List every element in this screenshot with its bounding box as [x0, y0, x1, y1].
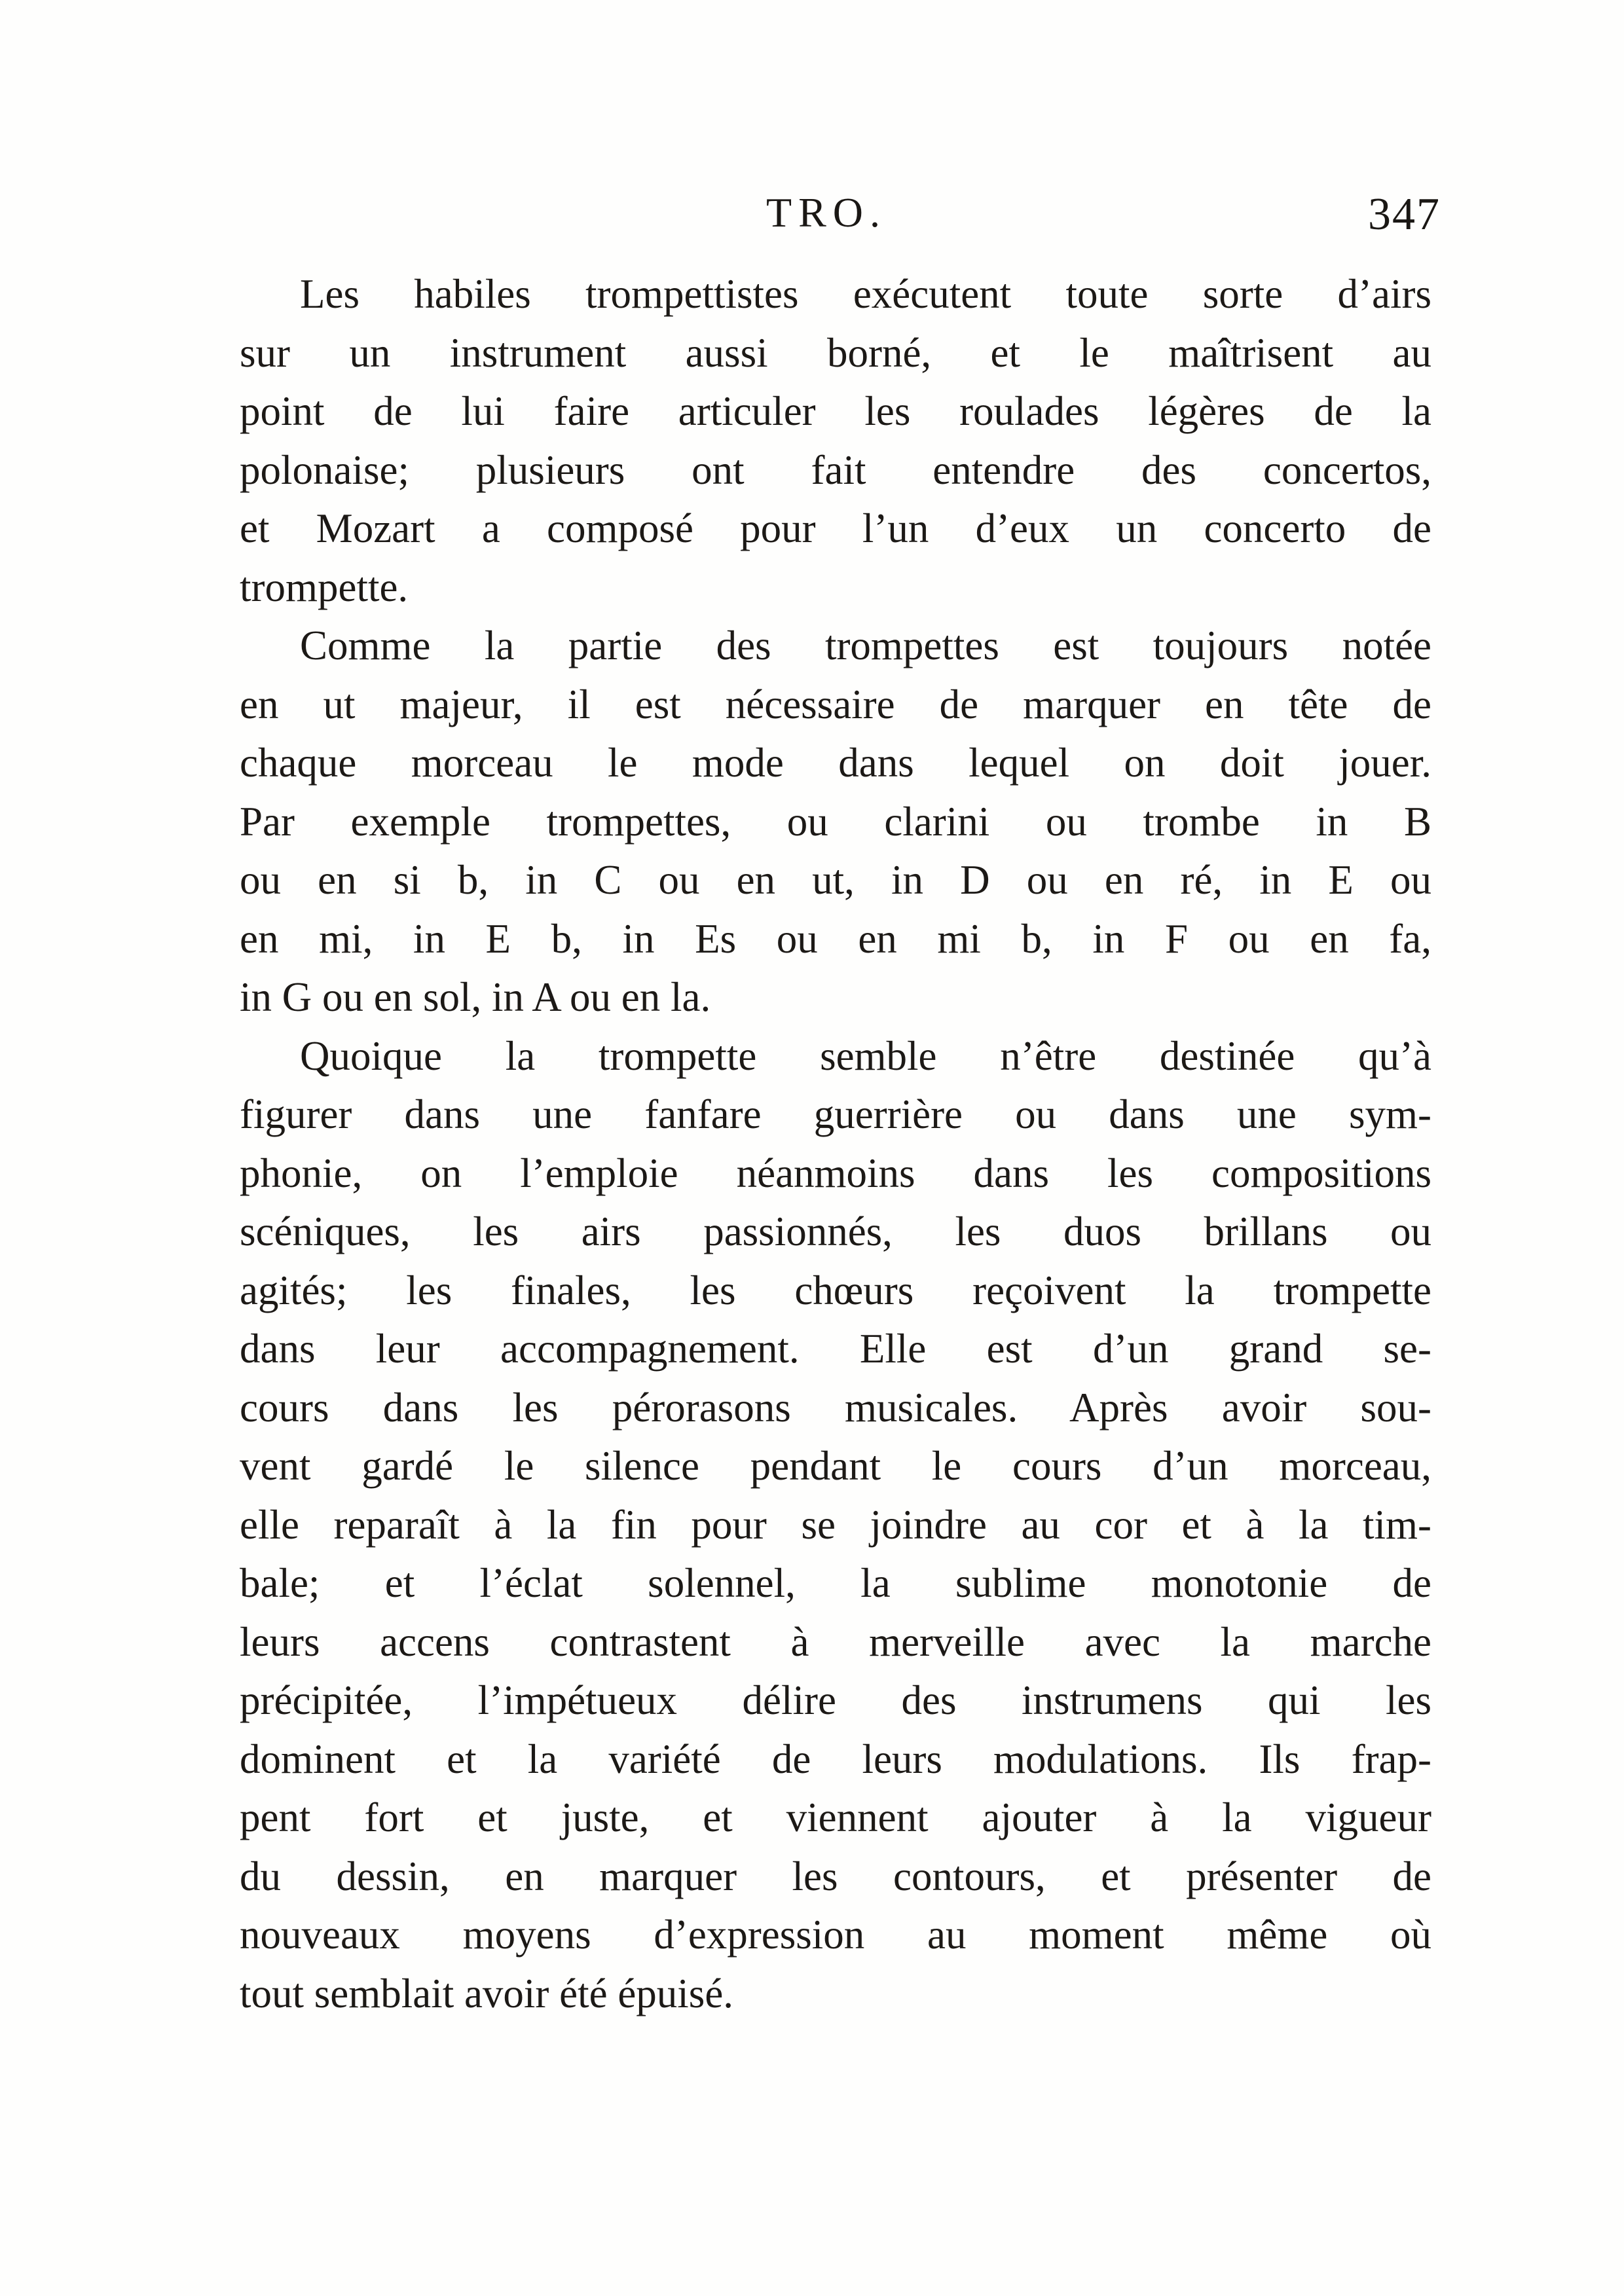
text-line: en mi, in E b, in Es ou en mi b, in F ou en fa, [240, 915, 1431, 962]
text-line: Les habiles trompettistes exécutent toute sorte d’airs [300, 271, 1431, 317]
text-line: Quoique la trompette semble n’être destinée qu’à [300, 1032, 1431, 1079]
paragraph [240, 265, 1431, 617]
text-line: polonaise; plusieurs ont fait entendre des concertos, [240, 446, 1431, 493]
text-line: in G ou en sol, in A ou en la. [240, 974, 711, 1020]
running-head [236, 189, 1441, 247]
text-line: en ut majeur, il est nécessaire de marquer en tête de [240, 681, 1431, 727]
text-line: elle reparaît à la fin pour se joindre au cor et à la tim- [240, 1501, 1431, 1548]
text-line: point de lui faire articuler les roulades légères de la [240, 388, 1431, 434]
text-line: leurs accens contrastent à merveille avec la marche [240, 1618, 1431, 1665]
text-line: Comme la partie des trompettes est toujours notée [300, 623, 1431, 668]
text-line: scéniques, les airs passionnés, les duos brillans ou [240, 1209, 1431, 1254]
text-line: dans leur accompagnement. Elle est d’un grand se- [240, 1326, 1431, 1372]
text-line: nouveaux moyens d’expression au moment même où [240, 1912, 1431, 1958]
text-line: cours dans les pérorasons musicales. Après avoir sou- [240, 1384, 1431, 1430]
text-line: agités; les finales, les chœurs reçoivent la trompette [240, 1267, 1431, 1313]
running-head-title: TRO. [766, 189, 887, 236]
page-number: 347 [1368, 189, 1441, 240]
text-line: figurer dans une fanfare guerrière ou dans une sym- [240, 1091, 1431, 1137]
text-line: trompette. [240, 564, 409, 610]
text-line: pent fort et juste, et viennent ajouter à la vigueur [240, 1795, 1431, 1840]
text-line: bale; et l’éclat solennel, la sublime monotonie de [240, 1560, 1431, 1606]
text-line: tout semblait avoir été épuisé. [240, 1970, 734, 2016]
text-line: Par exemple trompettes, ou clarini ou trombe in B [240, 798, 1431, 845]
text-line: chaque morceau le mode dans lequel on doit jouer. [240, 740, 1431, 786]
text-line: dominent et la variété de leurs modulations. Ils frap- [240, 1736, 1431, 1782]
text-line: du dessin, en marquer les contours, et présenter de [240, 1853, 1431, 1899]
text-line: ou en si b, in C ou en ut, in D ou en ré, in E ou [240, 857, 1431, 903]
text-line: et Mozart a composé pour l’un d’eux un concerto de [240, 505, 1431, 551]
text-line: sur un instrument aussi borné, et le maîtrisent au [240, 329, 1431, 376]
text-line: phonie, on l’emploie néanmoins dans les compositions [240, 1150, 1431, 1196]
paragraph [240, 1027, 1431, 2024]
text-line: vent gardé le silence pendant le cours d’un morceau, [240, 1443, 1431, 1489]
paragraph [240, 617, 1431, 1027]
body-text [240, 265, 1431, 2023]
text-line: précipitée, l’impétueux délire des instrumens qui les [240, 1677, 1431, 1723]
